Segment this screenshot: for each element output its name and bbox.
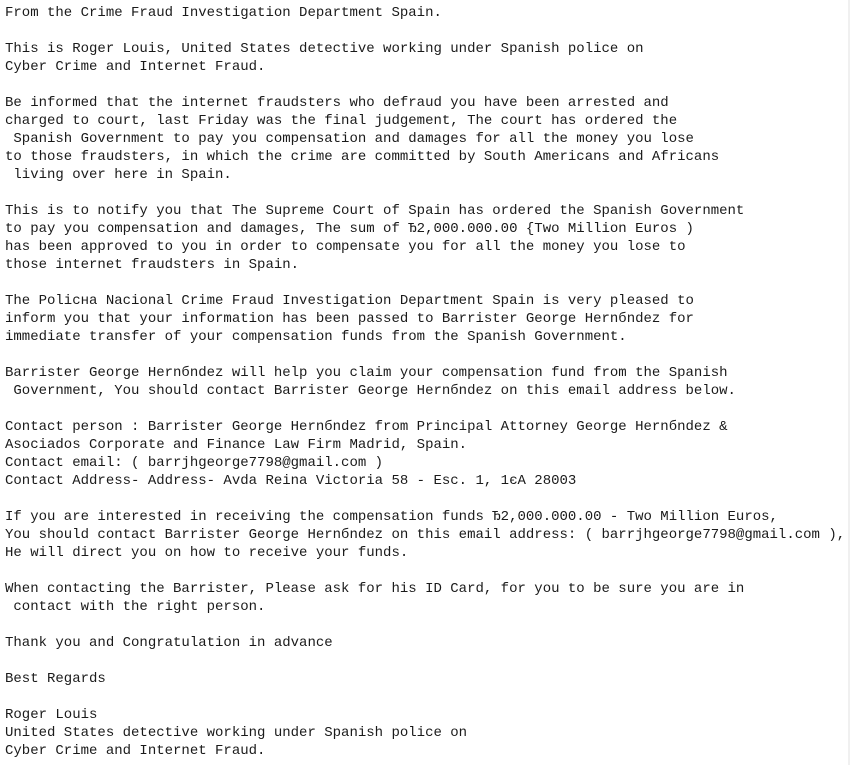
thanks-line: Thank you and Congratulation in advance [5, 635, 333, 651]
signature-block [5, 706, 850, 760]
text-line: Government, You should contact Barrister George Hernбndez on this email address below. [5, 383, 736, 399]
contact-address-line: Contact Address- Address- Avda Reina Victoria 58 - Esc. 1, 1єA 28003 [5, 473, 577, 489]
blank-line [5, 688, 850, 706]
text-line: inform you that your information has been passed to Barrister George Hernбndez for [5, 311, 694, 327]
blank-line [5, 274, 850, 292]
text-line: This is Roger Louis, United States detective working under Spanish police on [5, 41, 644, 57]
barrister-paragraph [5, 364, 850, 400]
text-line: to those fraudsters, in which the crime are committed by South Americans and Africans [5, 149, 720, 165]
text-line: Barrister George Hernбndez will help you claim your compensation fund from the Spanish [5, 365, 728, 381]
contact-person-line: Contact person : Barrister George Hernбndez from Principal Attorney George Hernбndez & [5, 419, 728, 435]
blank-line [5, 652, 850, 670]
text-line: This is to notify you that The Supreme Court of Spain has ordered the Spanish Government [5, 203, 745, 219]
text-line: living over here in Spain. [5, 167, 232, 183]
text-line: You should contact Barrister George Hernбndez on this email address: ( barrjhgeorge7798@gmail.com ), [5, 527, 846, 543]
blank-line [5, 400, 850, 418]
text-line: contact with the right person. [5, 599, 266, 615]
contact-person-line: Asociados Corporate and Finance Law Firm Madrid, Spain. [5, 437, 468, 453]
signature-title: Cyber Crime and Internet Fraud. [5, 743, 266, 759]
text-line: Spanish Government to pay you compensation and damages for all the money you lose [5, 131, 694, 147]
blank-line [5, 184, 850, 202]
id-card-paragraph [5, 580, 850, 616]
interested-paragraph [5, 508, 850, 562]
signature-title: United States detective working under Spanish police on [5, 725, 468, 741]
text-line: immediate transfer of your compensation funds from the Spanish Government. [5, 329, 627, 345]
text-line: charged to court, last Friday was the final judgement, The court has ordered the [5, 113, 678, 129]
text-line: to pay you compensation and damages, The sum of Ђ2,000.000.00 {Two Million Euros ) [5, 221, 694, 237]
signature-name: Roger Louis [5, 707, 98, 723]
text-line: Be informed that the internet fraudsters who defraud you have been arrested and [5, 95, 669, 111]
blank-line [5, 346, 850, 364]
blank-line [5, 616, 850, 634]
text-line: The Policнa Nacional Crime Fraud Investigation Department Spain is very pleased to [5, 293, 694, 309]
arrest-paragraph [5, 94, 850, 184]
text-line: He will direct you on how to receive your funds. [5, 545, 409, 561]
supreme-court-paragraph [5, 202, 850, 274]
text-line: has been approved to you in order to compensate you for all the money you lose to [5, 239, 686, 255]
contact-block [5, 418, 850, 490]
blank-line [5, 76, 850, 94]
blank-line [5, 562, 850, 580]
text-line: Cyber Crime and Internet Fraud. [5, 59, 266, 75]
intro-paragraph [5, 40, 850, 76]
text-line: those internet fraudsters in Spain. [5, 257, 300, 273]
text-line: If you are interested in receiving the compensation funds Ђ2,000.000.00 - Two Million Euros, [5, 509, 778, 525]
text-line: When contacting the Barrister, Please ask for his ID Card, for you to be sure you are in [5, 581, 745, 597]
contact-email-line: Contact email: ( barrjhgeorge7798@gmail.com ) [5, 455, 384, 471]
policia-paragraph [5, 292, 850, 346]
blank-line [5, 490, 850, 508]
closing-line: Best Regards [5, 671, 106, 687]
greeting-line: From the Crime Fraud Investigation Department Spain. [5, 5, 442, 21]
blank-line [5, 22, 850, 40]
